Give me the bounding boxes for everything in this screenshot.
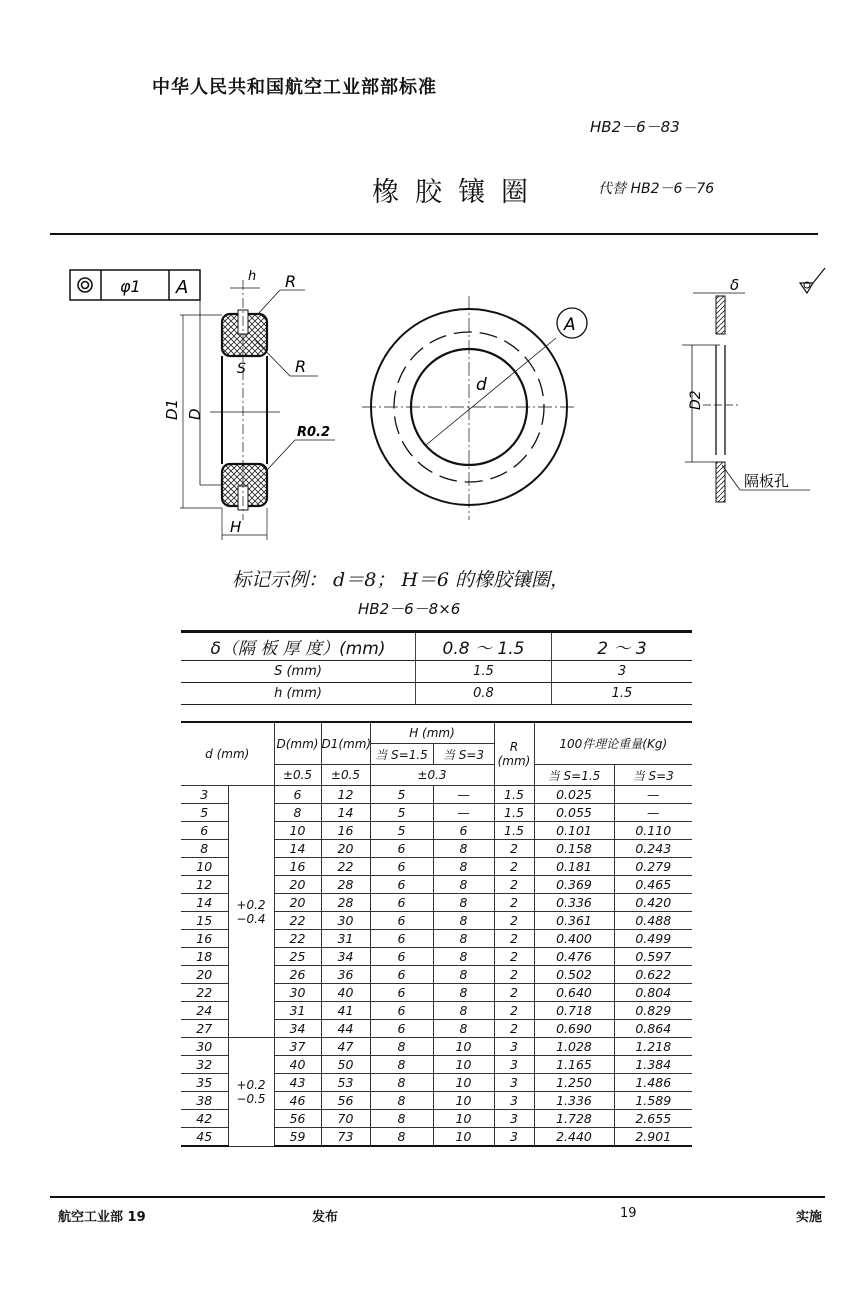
cell-D: 20 bbox=[274, 894, 321, 912]
ring-front-view bbox=[362, 296, 587, 520]
cell-d: 38 bbox=[181, 1092, 228, 1110]
cell-H1: 6 bbox=[370, 858, 433, 876]
cell-D: 20 bbox=[274, 876, 321, 894]
cell-W2: — bbox=[614, 786, 692, 804]
cell-R: 3 bbox=[494, 1092, 534, 1110]
cell-H2: 10 bbox=[433, 1092, 494, 1110]
header-H-s15: 当 S=1.5 bbox=[370, 744, 433, 765]
header-D1: D1(mm) bbox=[321, 722, 370, 765]
cell-R: 2 bbox=[494, 930, 534, 948]
svg-text:d: d bbox=[476, 375, 487, 395]
cell-W2: 1.384 bbox=[614, 1056, 692, 1074]
tolerance-frame bbox=[70, 270, 200, 485]
cell-W1: 0.336 bbox=[534, 894, 614, 912]
cell-D1: 14 bbox=[321, 804, 370, 822]
cell-R: 1.5 bbox=[494, 804, 534, 822]
cell-d: 15 bbox=[181, 912, 228, 930]
svg-text:δ: δ bbox=[730, 276, 740, 294]
cell-W2: 0.420 bbox=[614, 894, 692, 912]
cell-D: 8 bbox=[274, 804, 321, 822]
cell-D1: 30 bbox=[321, 912, 370, 930]
cell-H2: 8 bbox=[433, 858, 494, 876]
ring-section bbox=[163, 269, 335, 540]
cell-R: 3 bbox=[494, 1038, 534, 1056]
cell-H2: 8 bbox=[433, 1002, 494, 1020]
cell-W2: 0.499 bbox=[614, 930, 692, 948]
cell-H2: 10 bbox=[433, 1110, 494, 1128]
header-D-tol: ±0.5 bbox=[274, 765, 321, 786]
cell-R: 2 bbox=[494, 948, 534, 966]
cell-W2: 1.486 bbox=[614, 1074, 692, 1092]
svg-text:R: R bbox=[295, 357, 307, 376]
cell-H2: 10 bbox=[433, 1056, 494, 1074]
table-row: S (mm) 1.5 3 bbox=[181, 661, 692, 683]
cell-H2: 6 bbox=[433, 822, 494, 840]
cell-W1: 1.728 bbox=[534, 1110, 614, 1128]
cell-H1: 6 bbox=[370, 1020, 433, 1038]
cell-H2: 8 bbox=[433, 966, 494, 984]
cell-R: 3 bbox=[494, 1128, 534, 1147]
footer-effective: 实施 bbox=[796, 1210, 823, 1225]
cell-H1: 8 bbox=[370, 1038, 433, 1056]
cell-R: 2 bbox=[494, 912, 534, 930]
cell-d: 45 bbox=[181, 1128, 228, 1147]
cell-R: 3 bbox=[494, 1056, 534, 1074]
cell-d: 27 bbox=[181, 1020, 228, 1038]
svg-text:隔板孔: 隔板孔 bbox=[744, 472, 790, 490]
replaces-standard: 代替 HB2－6－76 bbox=[598, 181, 715, 197]
cell-d: 22 bbox=[181, 984, 228, 1002]
cell-D1: 28 bbox=[321, 876, 370, 894]
cell-W1: 0.055 bbox=[534, 804, 614, 822]
cell-D: 30 bbox=[274, 984, 321, 1002]
cell-D: 56 bbox=[274, 1110, 321, 1128]
cell-D1: 40 bbox=[321, 984, 370, 1002]
cell-D1: 31 bbox=[321, 930, 370, 948]
cell-D: 40 bbox=[274, 1056, 321, 1074]
cell-W1: 0.690 bbox=[534, 1020, 614, 1038]
cell-W1: 0.369 bbox=[534, 876, 614, 894]
header-w-s3: 当 S=3 bbox=[614, 765, 692, 786]
cell-H2: 10 bbox=[433, 1038, 494, 1056]
cell-W1: 0.361 bbox=[534, 912, 614, 930]
partition-plate-view bbox=[682, 268, 825, 502]
marking-example: 标记示例： d＝8； H＝6 的橡胶镶圈， bbox=[232, 569, 570, 591]
footer-divider bbox=[50, 1196, 825, 1198]
cell-W2: 0.864 bbox=[614, 1020, 692, 1038]
cell-W2: 0.488 bbox=[614, 912, 692, 930]
svg-text:R0.2: R0.2 bbox=[297, 425, 331, 440]
cell-W2: 0.279 bbox=[614, 858, 692, 876]
cell-R: 3 bbox=[494, 1074, 534, 1092]
header-D1-tol: ±0.5 bbox=[321, 765, 370, 786]
svg-text:H: H bbox=[230, 518, 242, 536]
cell-d: 20 bbox=[181, 966, 228, 984]
cell-H2: 8 bbox=[433, 912, 494, 930]
organization-title: 中华人民共和国航空工业部部标准 bbox=[152, 77, 437, 98]
cell-R: 3 bbox=[494, 1110, 534, 1128]
cell-H1: 6 bbox=[370, 948, 433, 966]
cell-d: 10 bbox=[181, 858, 228, 876]
footer-issued: 发布 bbox=[312, 1210, 339, 1225]
cell-W2: 0.804 bbox=[614, 984, 692, 1002]
cell-H1: 8 bbox=[370, 1110, 433, 1128]
cell-H1: 6 bbox=[370, 912, 433, 930]
svg-text:D2: D2 bbox=[688, 390, 704, 410]
cell-D1: 16 bbox=[321, 822, 370, 840]
cell-d: 12 bbox=[181, 876, 228, 894]
partition-parameter-table bbox=[181, 630, 692, 705]
cell-W1: 0.718 bbox=[534, 1002, 614, 1020]
cell-D: 34 bbox=[274, 1020, 321, 1038]
cell-d: 42 bbox=[181, 1110, 228, 1128]
footer-year: 19 bbox=[620, 1206, 637, 1221]
cell-D1: 70 bbox=[321, 1110, 370, 1128]
cell-D: 43 bbox=[274, 1074, 321, 1092]
header-R: R (mm) bbox=[494, 722, 534, 786]
cell-H1: 5 bbox=[370, 822, 433, 840]
cell-H2: 8 bbox=[433, 840, 494, 858]
footer-issuer: 航空工业部 19 bbox=[58, 1210, 146, 1225]
cell-W2: 0.829 bbox=[614, 1002, 692, 1020]
cell-W2: 0.622 bbox=[614, 966, 692, 984]
svg-text:h: h bbox=[248, 269, 257, 284]
svg-text:A: A bbox=[564, 315, 576, 335]
cell-d: 35 bbox=[181, 1074, 228, 1092]
cell-H1: 8 bbox=[370, 1056, 433, 1074]
table-row: δ（隔 板 厚 度）(mm) 0.8 ～ 1.5 2 ～ 3 bbox=[181, 632, 692, 661]
cell-D: 6 bbox=[274, 786, 321, 804]
header-D: D(mm) bbox=[274, 722, 321, 765]
standard-number: HB2－6－83 bbox=[590, 118, 680, 136]
cell-W2: 0.597 bbox=[614, 948, 692, 966]
cell-W2: — bbox=[614, 804, 692, 822]
document-title: 橡胶镶圈 bbox=[372, 177, 544, 208]
tolerance-group-1: +0.2 −0.4 bbox=[228, 786, 274, 1038]
cell-H1: 5 bbox=[370, 804, 433, 822]
cell-W1: 0.158 bbox=[534, 840, 614, 858]
cell-H2: — bbox=[433, 804, 494, 822]
cell-R: 1.5 bbox=[494, 822, 534, 840]
cell-H2: 8 bbox=[433, 876, 494, 894]
cell-D: 14 bbox=[274, 840, 321, 858]
cell-D1: 44 bbox=[321, 1020, 370, 1038]
cell-D: 25 bbox=[274, 948, 321, 966]
cell-d: 8 bbox=[181, 840, 228, 858]
cell-H1: 6 bbox=[370, 1002, 433, 1020]
cell-W1: 2.440 bbox=[534, 1128, 614, 1147]
cell-D1: 41 bbox=[321, 1002, 370, 1020]
cell-H2: 8 bbox=[433, 930, 494, 948]
svg-text:R: R bbox=[285, 272, 297, 291]
cell-D1: 56 bbox=[321, 1092, 370, 1110]
size-table bbox=[181, 721, 692, 1147]
header-w-s15: 当 S=1.5 bbox=[534, 765, 614, 786]
marking-example-code: HB2－6－8×6 bbox=[358, 600, 461, 618]
cell-W1: 1.028 bbox=[534, 1038, 614, 1056]
cell-d: 3 bbox=[181, 786, 228, 804]
svg-text:D: D bbox=[186, 408, 204, 420]
cell-H2: 8 bbox=[433, 948, 494, 966]
header-H-s3: 当 S=3 bbox=[433, 744, 494, 765]
cell-R: 2 bbox=[494, 840, 534, 858]
cell-H1: 8 bbox=[370, 1074, 433, 1092]
cell-D1: 28 bbox=[321, 894, 370, 912]
cell-W1: 0.400 bbox=[534, 930, 614, 948]
cell-W2: 0.110 bbox=[614, 822, 692, 840]
table-row: h (mm) 0.8 1.5 bbox=[181, 683, 692, 705]
cell-R: 2 bbox=[494, 966, 534, 984]
cell-W2: 2.901 bbox=[614, 1128, 692, 1147]
cell-R: 2 bbox=[494, 858, 534, 876]
cell-D: 46 bbox=[274, 1092, 321, 1110]
cell-H2: — bbox=[433, 786, 494, 804]
cell-D1: 12 bbox=[321, 786, 370, 804]
header-H-tol: ±0.3 bbox=[370, 765, 494, 786]
cell-W1: 0.181 bbox=[534, 858, 614, 876]
cell-W2: 2.655 bbox=[614, 1110, 692, 1128]
cell-H1: 6 bbox=[370, 984, 433, 1002]
cell-d: 32 bbox=[181, 1056, 228, 1074]
cell-W1: 0.476 bbox=[534, 948, 614, 966]
cell-R: 2 bbox=[494, 984, 534, 1002]
cell-D1: 50 bbox=[321, 1056, 370, 1074]
header-weight: 100件理论重量(Kg) bbox=[534, 722, 692, 765]
cell-H2: 8 bbox=[433, 894, 494, 912]
cell-W2: 1.218 bbox=[614, 1038, 692, 1056]
cell-W2: 0.465 bbox=[614, 876, 692, 894]
cell-H2: 10 bbox=[433, 1128, 494, 1147]
svg-text:S: S bbox=[237, 361, 246, 377]
cell-D: 10 bbox=[274, 822, 321, 840]
cell-R: 2 bbox=[494, 1020, 534, 1038]
cell-R: 2 bbox=[494, 894, 534, 912]
cell-H1: 6 bbox=[370, 894, 433, 912]
cell-H1: 8 bbox=[370, 1128, 433, 1147]
header-d: d (mm) bbox=[181, 722, 274, 786]
cell-D: 59 bbox=[274, 1128, 321, 1147]
cell-H1: 5 bbox=[370, 786, 433, 804]
cell-D1: 73 bbox=[321, 1128, 370, 1147]
cell-D: 22 bbox=[274, 912, 321, 930]
cell-d: 14 bbox=[181, 894, 228, 912]
cell-H1: 6 bbox=[370, 966, 433, 984]
cell-H1: 6 bbox=[370, 840, 433, 858]
cell-W2: 0.243 bbox=[614, 840, 692, 858]
header-divider bbox=[50, 233, 818, 235]
cell-W1: 0.502 bbox=[534, 966, 614, 984]
cell-R: 2 bbox=[494, 1002, 534, 1020]
cell-D1: 47 bbox=[321, 1038, 370, 1056]
cell-d: 30 bbox=[181, 1038, 228, 1056]
cell-W1: 0.025 bbox=[534, 786, 614, 804]
cell-d: 16 bbox=[181, 930, 228, 948]
cell-D1: 36 bbox=[321, 966, 370, 984]
table-row bbox=[181, 786, 692, 804]
cell-H2: 10 bbox=[433, 1074, 494, 1092]
cell-H2: 8 bbox=[433, 984, 494, 1002]
cell-W1: 0.101 bbox=[534, 822, 614, 840]
cell-W1: 1.250 bbox=[534, 1074, 614, 1092]
cell-D: 26 bbox=[274, 966, 321, 984]
cell-D1: 34 bbox=[321, 948, 370, 966]
cell-D1: 22 bbox=[321, 858, 370, 876]
header-H: H (mm) bbox=[370, 722, 494, 744]
cell-D: 16 bbox=[274, 858, 321, 876]
cell-R: 1.5 bbox=[494, 786, 534, 804]
cell-H2: 8 bbox=[433, 1020, 494, 1038]
cell-W2: 1.589 bbox=[614, 1092, 692, 1110]
cell-D1: 53 bbox=[321, 1074, 370, 1092]
cell-D: 37 bbox=[274, 1038, 321, 1056]
cell-d: 18 bbox=[181, 948, 228, 966]
cell-H1: 6 bbox=[370, 930, 433, 948]
cell-W1: 1.165 bbox=[534, 1056, 614, 1074]
tolerance-group-2: +0.2 −0.5 bbox=[228, 1038, 274, 1147]
cell-D1: 20 bbox=[321, 840, 370, 858]
cell-d: 24 bbox=[181, 1002, 228, 1020]
cell-D: 31 bbox=[274, 1002, 321, 1020]
technical-drawing bbox=[55, 262, 845, 557]
svg-text:φ1: φ1 bbox=[120, 277, 141, 296]
cell-d: 5 bbox=[181, 804, 228, 822]
svg-text:D1: D1 bbox=[163, 398, 181, 420]
cell-R: 2 bbox=[494, 876, 534, 894]
table-row bbox=[181, 1038, 692, 1056]
cell-W1: 0.640 bbox=[534, 984, 614, 1002]
cell-H1: 6 bbox=[370, 876, 433, 894]
cell-d: 6 bbox=[181, 822, 228, 840]
cell-W1: 1.336 bbox=[534, 1092, 614, 1110]
svg-text:A: A bbox=[176, 277, 189, 298]
cell-D: 22 bbox=[274, 930, 321, 948]
cell-H1: 8 bbox=[370, 1092, 433, 1110]
